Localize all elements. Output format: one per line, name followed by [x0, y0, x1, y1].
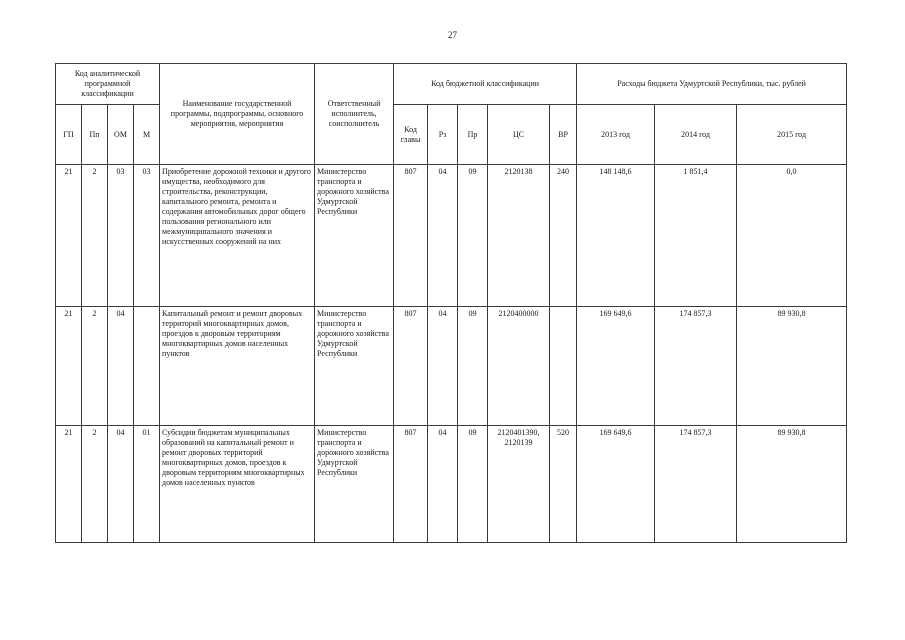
cell-m: 03: [134, 165, 160, 307]
cell-2015: 89 930,8: [737, 426, 847, 543]
header-gp: ГП: [56, 105, 82, 165]
cell-name: Капитальный ремонт и ремонт дворовых территорий многоквартирных домов, проездов к дворовым территориям многоквартирных домов населенных пунктов: [160, 307, 315, 426]
cell-kod-glavy: 807: [394, 307, 428, 426]
cell-vr: 520: [550, 426, 577, 543]
cell-om: 04: [108, 307, 134, 426]
header-2015: 2015 год: [737, 105, 847, 165]
cell-m: [134, 307, 160, 426]
table-row: [56, 165, 847, 307]
header-vr: ВР: [550, 105, 577, 165]
cell-rz: 04: [428, 307, 458, 426]
header-pp: Пп: [82, 105, 108, 165]
cell-2013: 169 649,6: [577, 426, 655, 543]
cell-name: Приобретение дорожной техники и другого имущества, необходимого для строительства, реконструкции, капитального ремонта, ремонта и содержания автомобильных дорог общего пользования регионального или межмуниципального значения и искусственных сооружений на них: [160, 165, 315, 307]
cell-om: 03: [108, 165, 134, 307]
header-m: М: [134, 105, 160, 165]
cell-2014: 174 857,3: [655, 426, 737, 543]
header-name: Наименование государственной программы, подпрограммы, основного мероприятия, мероприятия: [160, 64, 315, 165]
cell-cs: 2120138: [488, 165, 550, 307]
header-kod-glavy: Код главы: [394, 105, 428, 165]
cell-2015: 0,0: [737, 165, 847, 307]
header-rz: Рз: [428, 105, 458, 165]
header-2014: 2014 год: [655, 105, 737, 165]
cell-kod-glavy: 807: [394, 165, 428, 307]
header-row-1: [56, 64, 847, 105]
cell-pp: 2: [82, 307, 108, 426]
header-expenses: Расходы бюджета Удмуртской Республики, тыс. рублей: [577, 64, 847, 105]
cell-m: 01: [134, 426, 160, 543]
budget-table: [55, 63, 847, 543]
cell-om: 04: [108, 426, 134, 543]
header-pr: Пр: [458, 105, 488, 165]
cell-vr: 240: [550, 165, 577, 307]
cell-gp: 21: [56, 307, 82, 426]
header-responsible: Ответственный исполнитель, соисполнитель: [315, 64, 394, 165]
cell-2014: 174 857,3: [655, 307, 737, 426]
cell-pp: 2: [82, 165, 108, 307]
cell-cs: 2120400000: [488, 307, 550, 426]
cell-gp: 21: [56, 426, 82, 543]
page-number: 27: [448, 30, 457, 40]
header-cs: ЦС: [488, 105, 550, 165]
cell-rz: 04: [428, 426, 458, 543]
header-om: ОМ: [108, 105, 134, 165]
cell-2013: 169 649,6: [577, 307, 655, 426]
cell-name: Субсидии бюджетам муниципальных образований на капитальный ремонт и ремонт дворовых территорий многоквартирных домов, проездов к дворовым территориям многоквартирных домов населенных пунктов: [160, 426, 315, 543]
cell-2015: 89 930,8: [737, 307, 847, 426]
cell-cs: 2120401390, 2120139: [488, 426, 550, 543]
cell-vr: [550, 307, 577, 426]
cell-2013: 148 148,6: [577, 165, 655, 307]
cell-2014: 1 851,4: [655, 165, 737, 307]
cell-pr: 09: [458, 307, 488, 426]
cell-gp: 21: [56, 165, 82, 307]
table-row: [56, 426, 847, 543]
table-row: [56, 307, 847, 426]
cell-responsible: Министерство транспорта и дорожного хозяйства Удмуртской Республики: [315, 426, 394, 543]
header-analytic-code: Код аналитической программной классификации: [56, 64, 160, 105]
cell-kod-glavy: 807: [394, 426, 428, 543]
cell-pr: 09: [458, 165, 488, 307]
cell-pp: 2: [82, 426, 108, 543]
header-budget-class: Код бюджетной классификации: [394, 64, 577, 105]
cell-responsible: Министерство транспорта и дорожного хозяйства Удмуртской Республики: [315, 307, 394, 426]
cell-responsible: Министерство транспорта и дорожного хозяйства Удмуртской Республики: [315, 165, 394, 307]
cell-rz: 04: [428, 165, 458, 307]
cell-pr: 09: [458, 426, 488, 543]
header-2013: 2013 год: [577, 105, 655, 165]
